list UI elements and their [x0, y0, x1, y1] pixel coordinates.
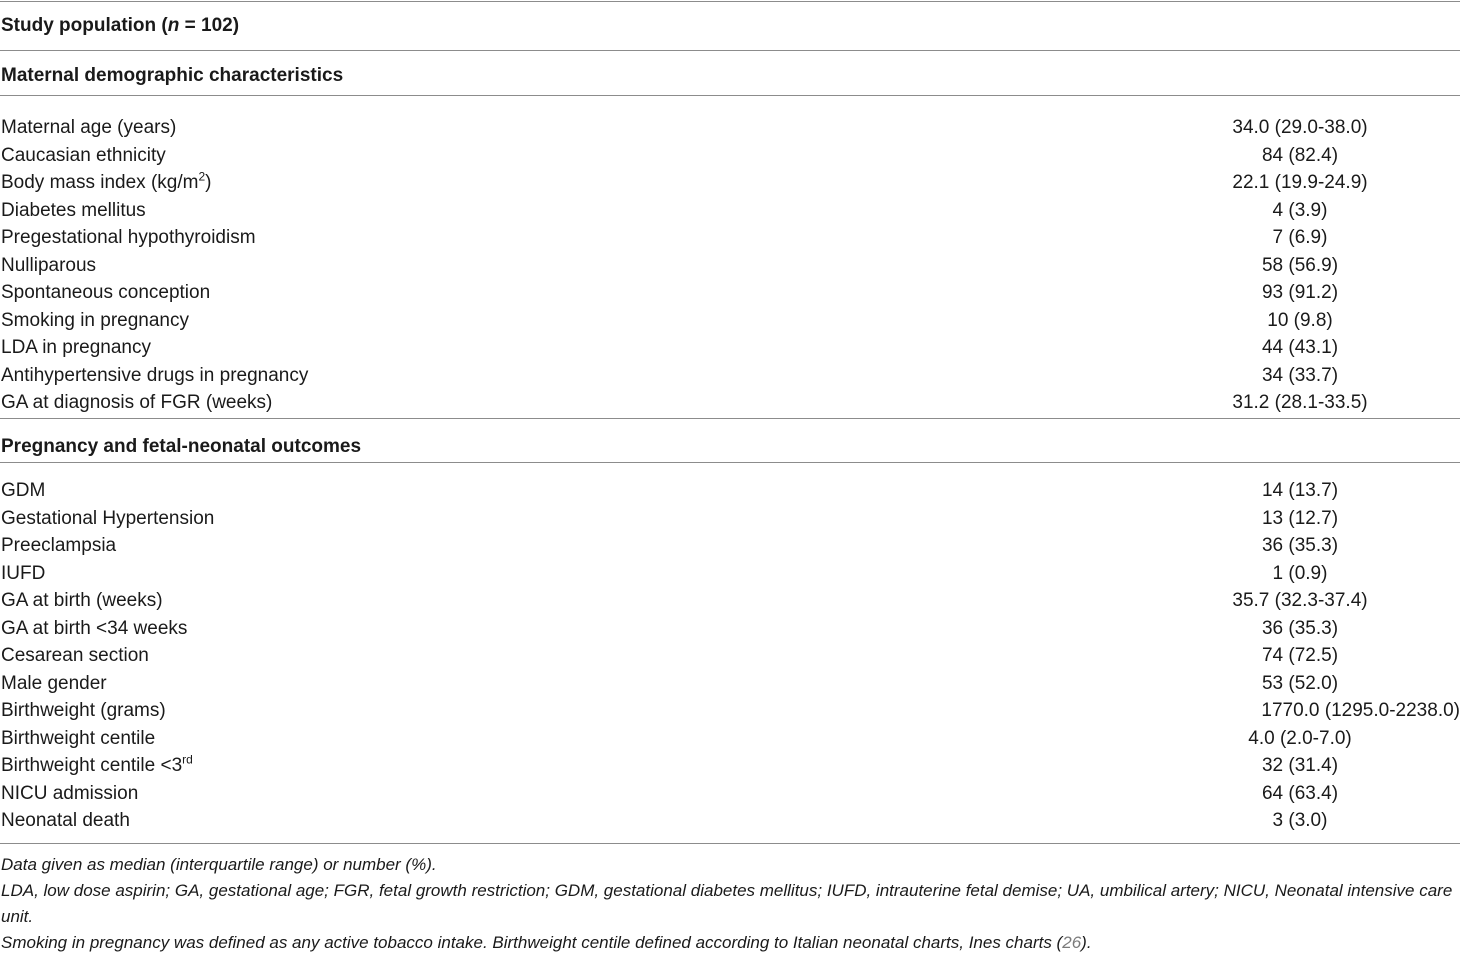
row-label: Smoking in pregnancy: [1, 309, 189, 331]
section-divider-rule: [0, 418, 1460, 419]
row-value: 36 (35.3): [1261, 617, 1339, 639]
table-row: [0, 199, 1460, 227]
table-row: [0, 144, 1460, 172]
table-row: [0, 754, 1460, 782]
row-label: GA at birth (weeks): [1, 590, 163, 611]
table-row: [0, 589, 1460, 617]
row-label: Spontaneous conception: [1, 282, 211, 303]
row-label: LDA in pregnancy: [1, 337, 151, 358]
table-row: [0, 562, 1460, 590]
section-maternal-heading: Maternal demographic characteristics: [1, 65, 344, 86]
row-value: 31.2 (28.1-33.5): [1232, 392, 1368, 413]
row-label: Caucasian ethnicity: [1, 144, 166, 166]
table-title: Study population (n = 102): [1, 15, 240, 36]
footnote-definitions: Smoking in pregnancy was defined as any active tobacco intake. Birthweight centile defined according to Italian neonatal charts, Ines charts (26).: [1, 933, 1092, 952]
row-value: 44 (43.1): [1261, 337, 1339, 358]
row-value: 74 (72.5): [1261, 645, 1339, 666]
row-label: Body mass index $(kg/m^2)$: [1, 169, 212, 193]
table-row: [0, 809, 1460, 837]
row-value: 64 (63.4): [1261, 782, 1339, 804]
table-row: [0, 507, 1460, 535]
row-value: 35.7 (32.3-37.4): [1232, 590, 1368, 611]
row-value: 53 (52.0): [1261, 672, 1339, 694]
row-label: GA at birth <34 weeks: [1, 617, 188, 639]
row-label: GDM: [1, 480, 46, 501]
row-value: 58 (56.9): [1261, 254, 1339, 276]
footnote-abbreviations: LDA, low dose aspirin; GA, gestational age; FGR, fetal growth restriction; GDM, gestational diabetes mellitus; IUFD, intrauterine fetal demise; UA, umbilical artery; NICU, Neonatal intensive care unit.: [1, 881, 1453, 926]
row-value: 93 (91.2): [1261, 282, 1339, 303]
table-row: [0, 116, 1460, 144]
table-row: [0, 782, 1460, 810]
reference-link[interactable]: 26: [1062, 933, 1082, 952]
outcomes-header-rule: [0, 462, 1460, 463]
row-label: Birthweight (grams): [1, 700, 166, 721]
row-value: 22.1 (19.9-24.9): [1232, 172, 1368, 193]
table-row: [0, 336, 1460, 364]
table-row: [0, 254, 1460, 282]
table-row: [0, 672, 1460, 700]
row-label: Cesarean section: [1, 645, 149, 666]
table-row: [0, 534, 1460, 562]
row-label: GA at diagnosis of FGR (weeks): [1, 392, 273, 413]
row-value: 84 (82.4): [1261, 144, 1339, 166]
row-label: Birthweight centile <3rd: [1, 752, 193, 776]
table-row: [0, 391, 1460, 419]
row-value: 36 (35.3): [1261, 535, 1339, 556]
row-label: Nulliparous: [1, 254, 97, 276]
table-row: [0, 617, 1460, 645]
row-value: 34 (33.7): [1261, 364, 1339, 386]
row-label: Birthweight centile: [1, 727, 156, 749]
table-row: [0, 364, 1460, 392]
row-value: 4.0 (2.0-7.0): [1248, 727, 1352, 749]
table-row: [0, 727, 1460, 755]
row-label: Maternal age (years): [1, 117, 177, 138]
row-label: Pregestational hypothyroidism: [1, 227, 256, 248]
table-row: [0, 226, 1460, 254]
row-label: Neonatal death: [1, 810, 130, 831]
row-value: 1 (0.9): [1272, 562, 1328, 584]
section-outcomes-heading: Pregnancy and fetal-neonatal outcomes: [1, 436, 362, 457]
row-label: Male gender: [1, 672, 107, 694]
table-row: [0, 699, 1460, 727]
table-row: [0, 281, 1460, 309]
row-label: IUFD: [1, 562, 46, 584]
row-value: 1770.0 (1295.0-2238.0): [1261, 700, 1460, 721]
row-label: Gestational Hypertension: [1, 507, 215, 529]
title-rule: [0, 50, 1460, 51]
row-label: Antihypertensive drugs in pregnancy: [1, 364, 309, 386]
footnote-data-format: Data given as median (interquartile range) or number (%).: [1, 855, 437, 874]
row-value: 13 (12.7): [1261, 507, 1339, 529]
row-value: 34.0 (29.0-38.0): [1232, 117, 1368, 138]
table-row: [0, 309, 1460, 337]
table-row: [0, 171, 1460, 199]
row-label: NICU admission: [1, 782, 139, 804]
row-value: 14 (13.7): [1261, 480, 1339, 501]
table-row: [0, 479, 1460, 507]
maternal-header-rule: [0, 95, 1460, 96]
row-value: 32 (31.4): [1261, 755, 1339, 776]
row-value: 3 (3.0): [1272, 810, 1328, 831]
row-value: 10 (9.8): [1267, 309, 1333, 331]
row-label: Diabetes mellitus: [1, 199, 146, 221]
top-rule: [0, 1, 1460, 2]
table-row: [0, 644, 1460, 672]
bottom-rule: [0, 843, 1460, 844]
row-label: Preeclampsia: [1, 535, 117, 556]
row-value: 4 (3.9): [1272, 199, 1328, 221]
row-value: 7 (6.9): [1272, 227, 1328, 248]
